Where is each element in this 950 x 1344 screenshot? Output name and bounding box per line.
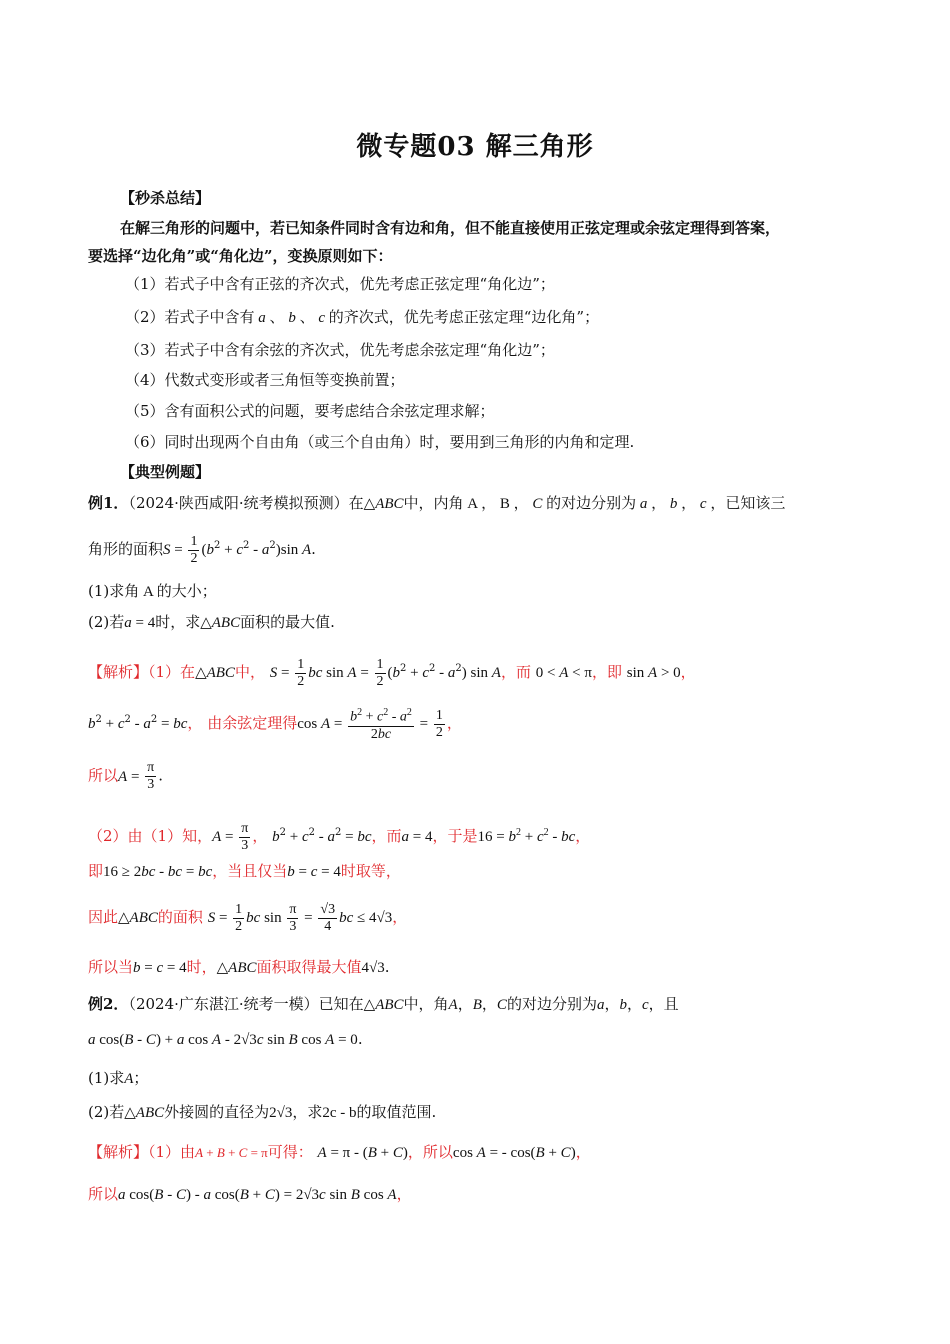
rule-6: （6）同时出现两个自由角（或三个自由角）时，要用到三角形的内角和定理. [125, 433, 635, 451]
rule-5: （5）含有面积公式的问题，要考虑结合余弦定理求解； [125, 402, 495, 420]
ex1-stem-line1: 例1．（2024·陕西咸阳·统考模拟预测）在△ABC中，内角 A ， B ， C 的对边分别为 a ， b ， c ，已知该三 [88, 494, 786, 512]
page-title: 微专题03 解三角形 [356, 132, 594, 162]
ex2-solution-line1: 【解析】（1）由A + B + C = π可得： A = π - (B + C)，所以cos A = - cos(B + C)， [88, 1143, 591, 1161]
ex1-question-1: (1)求角 A 的大小； [88, 582, 217, 600]
summary-intro-line2: 要选择“边化角”或“角化边”，变换原则如下： [88, 247, 393, 265]
rule-4: （4）代数式变形或者三角恒等变换前置； [125, 371, 405, 389]
ex1-question-2: (2)若a = 4时，求△ABC面积的最大值. [88, 613, 335, 631]
ex1-solution-line7: 所以当b = c = 4时，△ABC面积取得最大值4√3. [88, 958, 390, 976]
ex2-stem-line1: 例2．（2024·广东湛江·统考一模）已知在△ABC中，角A，B，C的对边分别为a，b，c，且 [88, 995, 679, 1013]
rule-1: （1）若式子中含有正弦的齐次式，优先考虑正弦定理“角化边”； [125, 275, 555, 293]
summary-intro-line1: 在解三角形的问题中，若已知条件同时含有边和角，但不能直接使用正弦定理或余弦定理得到答案， [120, 219, 781, 237]
rule-3: （3）若式子中含有余弦的齐次式，优先考虑余弦定理“角化边”； [125, 341, 555, 359]
ex2-solution-line2: 所以a cos(B - C) - a cos(B + C) = 2√3c sin B cos A， [88, 1185, 412, 1203]
ex1-solution-line3: 所以A = $\frac{\pi}{3}$ . [88, 760, 164, 792]
rule-2: （2）若式子中含有 a 、 b 、 c 的齐次式，优先考虑正弦定理“边化角”； [125, 308, 600, 326]
ex2-question-2: (2)若△ABC外接圆的直径为2√3，求2c - b的取值范围. [88, 1103, 437, 1121]
ex1-solution-line4: （2）由（1）知，A = $\frac{\pi}{3}$ ， $b^2 + c^2 - a^2$ = bc，而a = 4，于是$16 = b^2 + c^2$ - bc， [88, 820, 591, 853]
ex2-stem-line2: a cos(B - C) + a cos A - 2√3c sin B cos A = 0. [88, 1030, 363, 1048]
summary-heading: 【秒杀总结】 [120, 189, 211, 207]
ex1-solution-line6: 因此△ABC的面积 S = $\frac{1}{2}$ bc sin $\frac{\pi}{3}$ = $\frac{√3}{4}$ bc ≤ 4√3， [88, 901, 408, 934]
ex1-solution-line2: $b^2 + c^2 - a^2$ = bc， 由余弦定理得cos A = $\frac{b^2 + c^2 - a^2}{2bc}$ = $\frac{1}{2}$ ， [88, 707, 462, 742]
examples-heading: 【典型例题】 [120, 463, 211, 481]
ex2-question-1: (1)求A； [88, 1069, 149, 1087]
ex1-stem-line2: 角形的面积S = $\frac{1}{2}$ $(b^2 + c^2 - a^2)\sin$ A. [88, 533, 316, 566]
ex1-solution-line5: 即16 ≥ 2bc - bc = bc，当且仅当b = c = 4时取等， [88, 862, 401, 880]
ex1-solution-line1: 【解析】（1）在△ABC中， S = $\frac{1}{2}$ bc sin A = $\frac{1}{2}$ $(b^2 + c^2 - a^2)$ sin A，而 0 < A < π，即 sin A > 0， [88, 656, 696, 689]
